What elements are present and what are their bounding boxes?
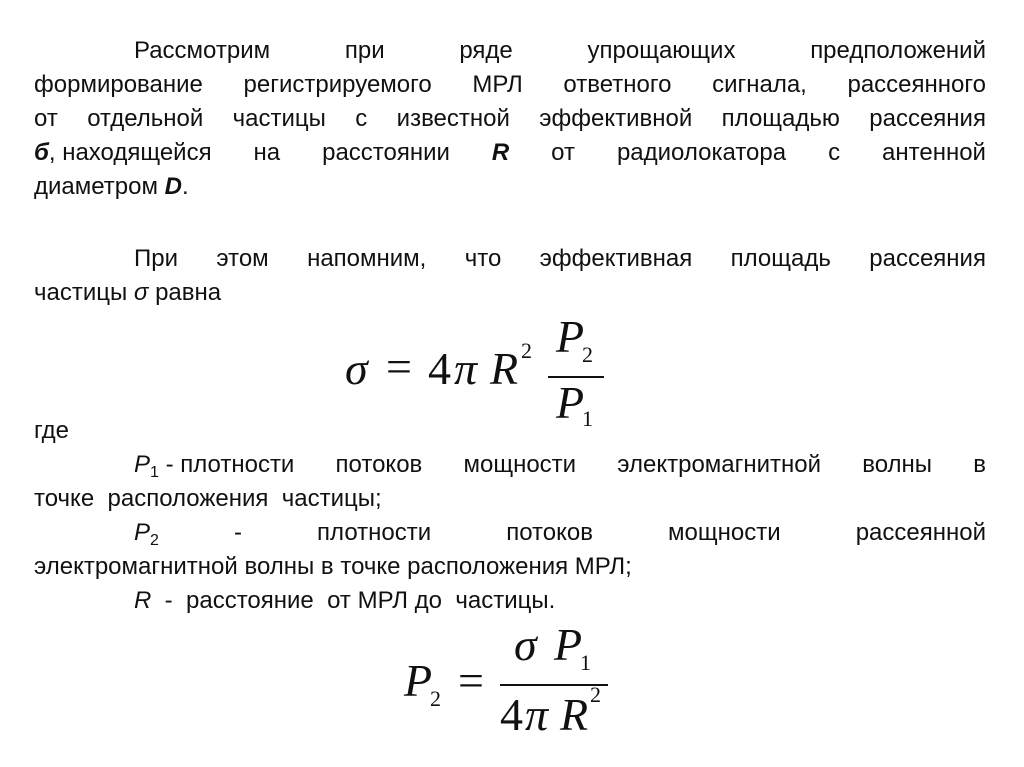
sigma-term: б, находящейся <box>34 139 212 166</box>
word: антенной <box>882 139 986 166</box>
word: регистрируемого <box>243 71 432 98</box>
word: плотности <box>317 519 432 546</box>
word: этом <box>216 245 269 272</box>
word: мощности <box>463 451 577 478</box>
definition-p1 <box>34 448 986 482</box>
P-symbol: P <box>554 619 583 670</box>
word: - <box>233 519 242 546</box>
word: площадью <box>721 105 840 132</box>
word: диаметром <box>34 173 165 200</box>
exponent: 2 <box>590 682 601 707</box>
R-symbol: R <box>560 689 589 740</box>
exponent: 2 <box>521 338 532 363</box>
word: с <box>828 139 841 166</box>
word: рассеянной <box>855 519 986 546</box>
equals-sign: = <box>458 655 484 706</box>
subscript: 1 <box>580 650 591 675</box>
text-line <box>34 242 986 276</box>
definitions <box>34 448 986 618</box>
word: ряде <box>459 37 513 64</box>
sigma-symbol: σ <box>133 279 149 306</box>
R-symbol: R <box>490 343 519 394</box>
word: точке расположения частицы; <box>34 485 382 512</box>
word: рассеянного <box>847 71 986 98</box>
word: что <box>464 245 502 272</box>
word: радиолокатора <box>616 139 787 166</box>
pi-symbol: π <box>525 689 549 740</box>
word: формирование <box>34 71 203 98</box>
word: от <box>34 105 58 132</box>
word: рассеяния <box>869 245 986 272</box>
coefficient: 4 <box>500 689 523 740</box>
word: предположений <box>810 37 986 64</box>
word: эффективной <box>539 105 693 132</box>
P1-symbol: $P_1$ - плотности <box>134 451 295 481</box>
equals-sign: = <box>386 341 412 392</box>
P-symbol: P <box>404 655 433 706</box>
word: напомним, <box>307 245 427 272</box>
word: с <box>355 105 368 132</box>
word: на <box>253 139 281 166</box>
word: потоков <box>506 519 593 546</box>
period: . <box>182 173 189 200</box>
word: равна <box>148 279 222 306</box>
word: известной <box>396 105 510 132</box>
word: ответного <box>563 71 672 98</box>
pi-symbol: π <box>454 343 478 394</box>
word: площадь <box>730 245 831 272</box>
where-label <box>34 414 986 448</box>
word: от <box>551 139 575 166</box>
definition-p1-cont <box>34 482 986 516</box>
P2-symbol: $P_2$ <box>134 519 159 549</box>
word: при <box>344 37 385 64</box>
word: отдельной <box>87 105 204 132</box>
word: мощности <box>668 519 781 546</box>
numerator-P: P <box>556 311 585 362</box>
paragraph-recall <box>34 242 986 310</box>
sigma-symbol: σ <box>514 619 537 670</box>
word: При <box>134 245 179 272</box>
subscript: 2 <box>430 686 441 711</box>
word: волны <box>862 451 933 478</box>
word: частицы <box>34 279 134 306</box>
numerator-subscript: 2 <box>582 342 593 367</box>
word: потоков <box>335 451 423 478</box>
word: расстоянии <box>322 139 450 166</box>
text-line <box>34 136 986 170</box>
text-line <box>34 34 986 68</box>
word: в <box>973 451 986 478</box>
R-symbol: R <box>134 587 152 614</box>
text-line <box>34 276 986 310</box>
D-symbol: D <box>164 173 183 200</box>
word: упрощающих <box>587 37 736 64</box>
word: рассеяния <box>869 105 986 132</box>
denominator-subscript: 1 <box>582 406 593 431</box>
word: эффективная <box>539 245 693 272</box>
formula-p2 <box>400 618 660 748</box>
sigma-symbol: σ <box>345 343 368 394</box>
word: частицы <box>232 105 326 132</box>
word: Рассмотрим <box>134 37 271 64</box>
word: сигнала, <box>712 71 807 98</box>
definition-p2 <box>34 516 986 550</box>
where-text: где <box>34 417 70 444</box>
text-line <box>34 170 986 204</box>
text-line <box>34 68 986 102</box>
word: - расстояние от МРЛ до частицы. <box>151 587 556 614</box>
text-line <box>34 102 986 136</box>
word: МРЛ <box>472 71 523 98</box>
paragraph-intro <box>34 34 986 204</box>
coefficient: 4 <box>428 343 451 394</box>
R-symbol: R <box>491 139 510 166</box>
word: электромагнитной волны в точке расположения МРЛ; <box>34 553 632 580</box>
denominator-P: P <box>556 377 585 428</box>
definition-r <box>34 584 986 618</box>
word: электромагнитной <box>617 451 822 478</box>
definition-p2-cont <box>34 550 986 584</box>
